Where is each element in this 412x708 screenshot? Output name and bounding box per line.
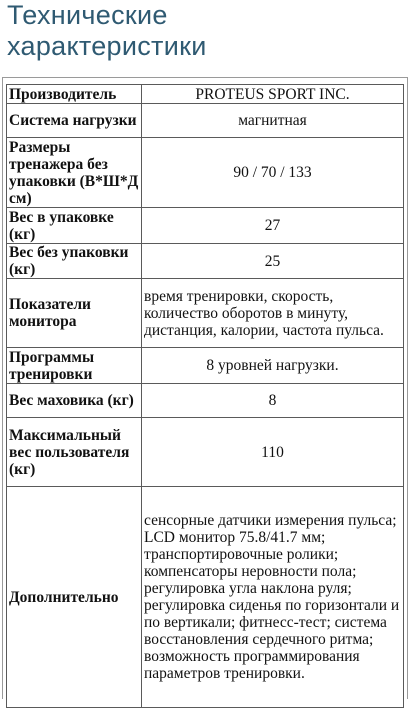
- table-row: [7, 138, 404, 208]
- spec-value: магнитная: [142, 104, 404, 138]
- spec-name: Вес в упаковке (кг): [7, 208, 142, 244]
- spec-value: 8 уровней нагрузки.: [142, 348, 404, 384]
- spec-name: Система нагрузки: [7, 104, 142, 138]
- spec-value: 8: [142, 384, 404, 418]
- spec-value: 110: [142, 418, 404, 487]
- page-title-line-1: Технические: [7, 0, 168, 30]
- spec-value: 27: [142, 208, 404, 244]
- spec-name: Показатели монитора: [7, 279, 142, 348]
- page-title-line-2: характеристики: [7, 31, 207, 61]
- spec-name: Вес маховика (кг): [7, 384, 142, 418]
- table-row: [7, 384, 404, 418]
- spec-value: сенсорные датчики измерения пульса; LCD монитор 75.8/41.7 мм; транспортировочные ролики; компенсаторы неровности пола; регулировка угла наклона руля; регулировка сиденья по горизонтали и по вертикали; фитнесс-тест; система восстановления сердечного ритма; возможность программирования параметров тренировки.: [142, 487, 404, 708]
- table-row: [7, 85, 404, 104]
- spec-name: Размеры тренажера без упаковки (В*Ш*Д см): [7, 138, 142, 208]
- spec-name: Программы тренировки: [7, 348, 142, 384]
- spec-name: Максимальный вес пользователя (кг): [7, 418, 142, 487]
- spec-value: 90 / 70 / 133: [142, 138, 404, 208]
- spec-name: Вес без упаковки (кг): [7, 244, 142, 279]
- table-row: [7, 208, 404, 244]
- spec-name: Дополнительно: [7, 487, 142, 708]
- specs-table: [6, 84, 404, 708]
- table-row: [7, 418, 404, 487]
- page-title: [0, 0, 412, 62]
- table-row: [7, 104, 404, 138]
- table-row: [7, 244, 404, 279]
- table-row: [7, 348, 404, 384]
- table-row: [7, 487, 404, 708]
- spec-value: время тренировки, скорость, количество оборотов в минуту, дистанция, калории, частота пульса.: [142, 279, 404, 348]
- table-row: [7, 279, 404, 348]
- spec-value: 25: [142, 244, 404, 279]
- specs-panel: [2, 77, 408, 699]
- spec-name: Производитель: [7, 85, 142, 104]
- spec-value: PROTEUS SPORT INC.: [142, 85, 404, 104]
